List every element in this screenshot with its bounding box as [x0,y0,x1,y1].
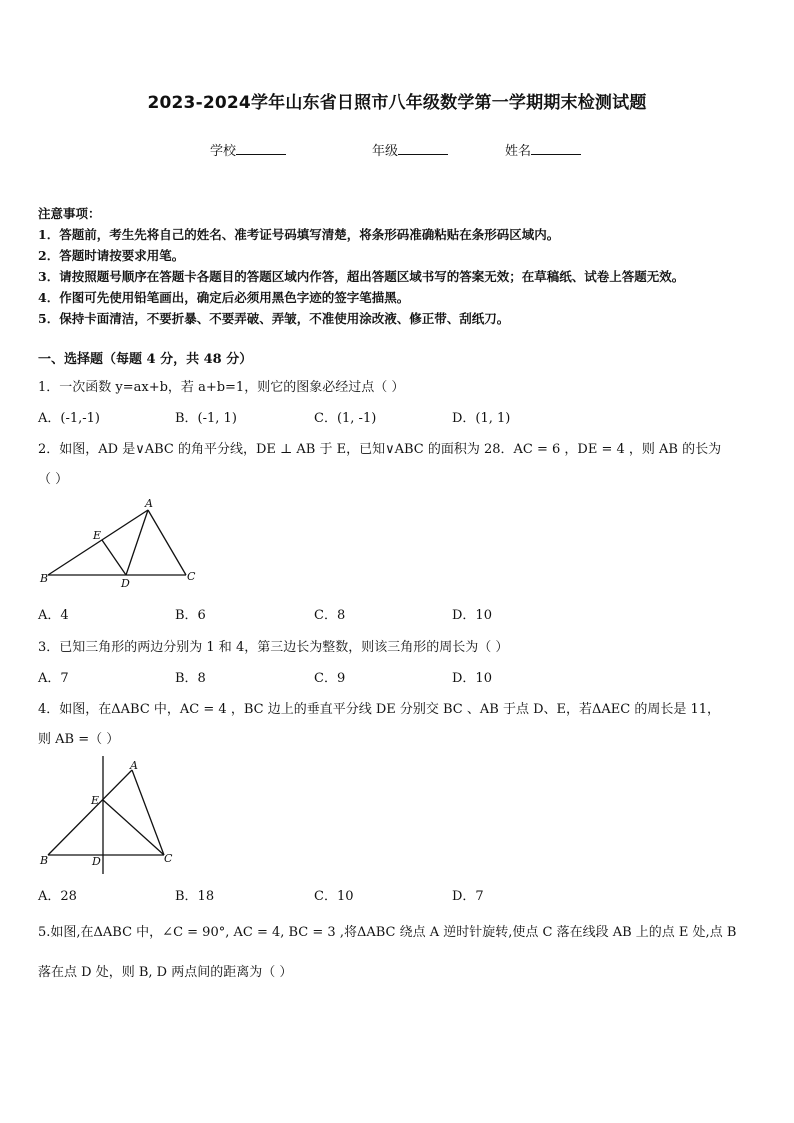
section-heading: 一、选择题（每题 4 分，共 48 分） [38,352,253,367]
grade-blank [398,142,448,155]
question-5-stem-cont: 落在点 D 处，则 B, D 两点间的距离为（ ） [38,965,293,980]
segment-ba [48,770,132,855]
grade-label: 年级 [372,144,399,159]
note-item: 5．保持卡面清洁，不要折暴、不要弄破、弄皱，不准使用涂改液、修正带、刮纸刀。 [38,311,510,326]
question-2-stem: 2．如图，AD 是∨ABC 的角平分线，DE ⊥ AB 于 E，已知∨ABC 的面积为 28．AC = 6 ，DE = 4 ，则 AB 的长为 [38,442,722,457]
note-item: 1．答题前，考生先将自己的姓名、准考证号码填写清楚，将条形码准确粘贴在条形码区域内。 [38,227,560,242]
label-d: D [121,577,130,590]
school-field [210,140,286,159]
q4-figure [36,754,186,876]
question-4-stem: 4．如图，在ΔABC 中，AC = 4 ，BC 边上的垂直平分线 DE 分别交 BC 、AB 于点 D、E，若ΔAEC 的周长是 11， [38,702,721,717]
q2-option-c: C．8 [314,608,346,623]
q4-option-b: B．18 [175,889,215,904]
question-2-stem-cont: （ ） [38,472,69,487]
grade-field [372,140,448,159]
label-c: C [164,852,173,865]
notes-heading: 注意事项： [38,206,101,221]
q3-option-b: B．8 [175,671,206,686]
segment-ed [102,540,126,575]
label-b: B [40,572,49,585]
segment-ac [132,770,164,855]
label-c: C [187,570,196,583]
q1-option-b: B．(-1, 1) [175,411,237,426]
label-a: A [130,759,138,772]
segment-ba [48,510,148,575]
question-5-stem: 5.如图,在ΔABC 中，∠C = 90°, AC = 4, BC = 3 ,将ΔABC 绕点 A 逆时针旋转,使点 C 落在线段 AB 上的点 E 处,点 B [38,925,737,940]
name-blank [531,142,581,155]
q4-option-d: D．7 [452,889,484,904]
q3-option-c: C．9 [314,671,346,686]
label-e: E [93,529,102,542]
q3-option-d: D．10 [452,671,492,686]
q2-figure [36,494,206,592]
segment-ec [103,800,164,855]
q2-option-d: D．10 [452,608,492,623]
label-b: B [40,854,49,867]
segment-ac [148,510,186,575]
school-label: 学校 [210,144,237,159]
page-title: 2023-2024学年山东省日照市八年级数学第一学期期末检测试题 [147,93,647,113]
q4-option-a: A．28 [38,889,77,904]
q1-option-d: D．(1, 1) [452,411,511,426]
label-d: D [92,855,101,868]
name-field [505,140,581,159]
question-4-stem-cont: 则 AB =（ ） [38,732,120,747]
note-item: 3．请按照题号顺序在答题卡各题目的答题区域内作答，超出答题区域书写的答案无效；在草稿纸、试卷上答题无效。 [38,269,685,284]
q1-option-c: C．(1, -1) [314,411,377,426]
label-a: A [145,497,153,510]
q1-option-a: A．(-1,-1) [38,411,100,426]
q4-option-c: C．10 [314,889,354,904]
name-label: 姓名 [505,144,532,159]
q2-option-b: B．6 [175,608,206,623]
q3-option-a: A．7 [38,671,69,686]
school-blank [236,142,286,155]
label-e: E [91,794,100,807]
note-item: 2．答题时请按要求用笔。 [38,248,185,263]
segment-ad [126,510,148,575]
question-1-stem: 1．一次函数 y=ax+b，若 a+b=1，则它的图象必经过点（ ） [38,380,405,395]
note-item: 4．作图可先使用铅笔画出，确定后必须用黑色字迹的签字笔描黑。 [38,290,410,305]
question-3-stem: 3．已知三角形的两边分别为 1 和 4，第三边长为整数，则该三角形的周长为（ ） [38,640,509,655]
q2-option-a: A．4 [38,608,69,623]
